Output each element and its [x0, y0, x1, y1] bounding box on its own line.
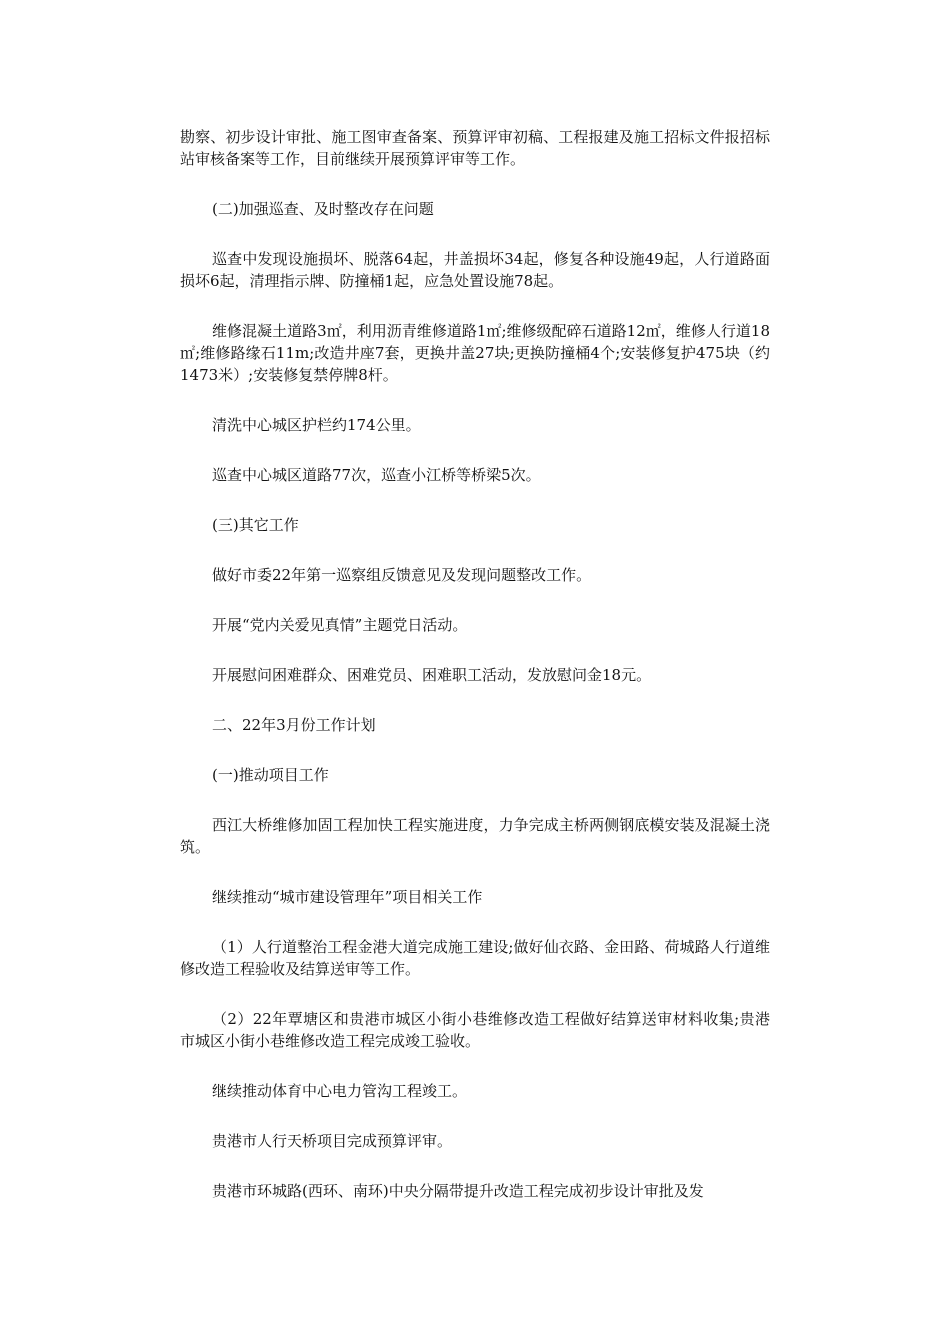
section-heading-project-work: (一)推动项目工作 — [212, 766, 329, 784]
paragraph-power-trench: 继续推动体育中心电力管沟工程竣工。 — [212, 1082, 468, 1100]
paragraph-party-day: 开展“党内关爱见真情”主题党日活动。 — [212, 616, 468, 634]
document-body — [180, 126, 770, 1230]
paragraph-rectification: 做好市委22年第一巡察组反馈意见及发现问题整改工作。 — [212, 566, 592, 584]
paragraph-sidewalk-renovation: （1）人行道整治工程金港大道完成施工建设;做好仙衣路、金田路、荷城路人行道维修改造工程验收及结算送审等工作。 — [180, 938, 770, 978]
paragraph-xijiang-bridge: 西江大桥维修加固工程加快工程实施进度，力争完成主桥两侧钢底模安装及混凝土浇筑。 — [180, 816, 770, 856]
paragraph-road-bridge-inspection: 巡查中心城区道路77次，巡查小江桥等桥梁5次。 — [212, 466, 541, 484]
paragraph-survey-approval: 勘察、初步设计审批、施工图审查备案、预算评审初稿、工程报建及施工招标文件报招标站审核备案等工作，目前继续开展预算评审等工作。 — [180, 128, 770, 168]
paragraph-condolence: 开展慰问困难群众、困难党员、困难职工活动，发放慰问金18元。 — [212, 666, 652, 684]
section-heading-inspection: (二)加强巡查、及时整改存在问题 — [212, 200, 434, 218]
paragraph-alley-renovation: （2）22年覃塘区和贵港市城区小街小巷维修改造工程做好结算送审材料收集;贵港市城区小街小巷维修改造工程完成竣工验收。 — [180, 1010, 770, 1050]
paragraph-pedestrian-bridge: 贵港市人行天桥项目完成预算评审。 — [212, 1132, 453, 1150]
section-heading-other-work: (三)其它工作 — [212, 516, 299, 534]
paragraph-guardrail-cleaning: 清洗中心城区护栏约174公里。 — [212, 416, 421, 434]
section-heading-march-plan: 二、22年3月份工作计划 — [212, 716, 376, 734]
paragraph-road-maintenance: 维修混凝土道路3㎡，利用沥青维修道路1㎡;维修级配碎石道路12㎡，维修人行道18㎡;维修路缘石11m;改造井座7套，更换井盖27块;更换防撞桶4个;安装修复护475块（约1473米）;安装修复禁停牌8杆。 — [180, 322, 770, 384]
paragraph-city-management-year: 继续推动“城市建设管理年”项目相关工作 — [212, 888, 483, 906]
paragraph-ring-road: 贵港市环城路(西环、南环)中央分隔带提升改造工程完成初步设计审批及发 — [212, 1182, 704, 1200]
paragraph-inspection-findings: 巡查中发现设施损坏、脱落64起，井盖损坏34起，修复各种设施49起，人行道路面损坏6起，清理指示牌、防撞桶1起，应急处置设施78起。 — [180, 250, 770, 290]
